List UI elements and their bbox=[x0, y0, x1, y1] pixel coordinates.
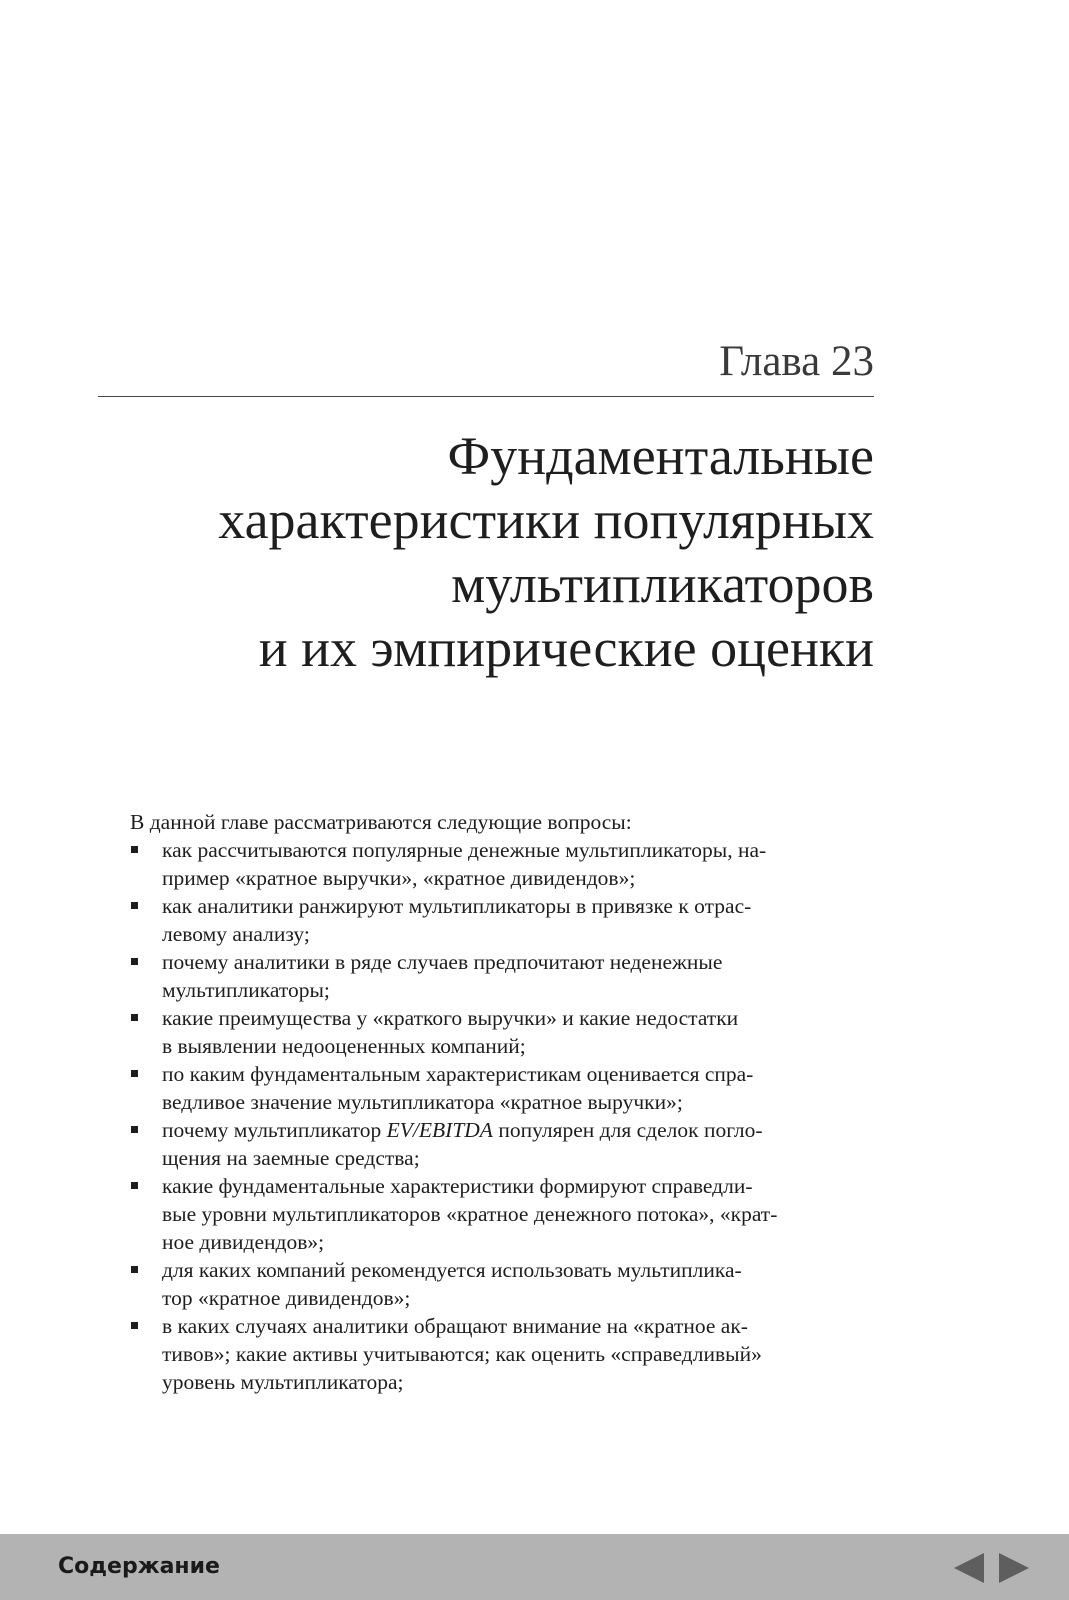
footer-nav-bar bbox=[0, 1534, 1069, 1600]
list-item bbox=[130, 948, 875, 1004]
topics-list bbox=[130, 836, 875, 1396]
list-item-line: левому анализу; bbox=[162, 922, 310, 946]
list-item-line: почему аналитики в ряде случаев предпочитают неденежные bbox=[162, 950, 723, 974]
list-item-line: для каких компаний рекомендуется использовать мультиплика- bbox=[162, 1258, 742, 1282]
list-item-line: ное дивидендов»; bbox=[162, 1230, 325, 1254]
list-item bbox=[130, 1172, 875, 1256]
list-item-line: вые уровни мультипликаторов «кратное денежного потока», «крат- bbox=[162, 1202, 778, 1226]
list-item-text: почему мультипликатор bbox=[162, 1118, 387, 1142]
list-item bbox=[130, 892, 875, 948]
chapter-label: Глава 23 bbox=[719, 338, 874, 385]
square-bullet-icon bbox=[131, 902, 138, 909]
list-item-line: какие преимущества у «краткого выручки» и какие недостатки bbox=[162, 1006, 739, 1030]
chapter-title bbox=[98, 424, 874, 680]
list-item-line: в выявлении недооцененных компаний; bbox=[162, 1034, 526, 1058]
chapter-intro bbox=[130, 808, 875, 1396]
list-item-line: как рассчитываются популярные денежные мультипликаторы, на- bbox=[162, 838, 767, 862]
contents-link[interactable]: Содержание bbox=[58, 1554, 220, 1579]
intro-lead: В данной главе рассматриваются следующие вопросы: bbox=[130, 810, 632, 834]
list-item-line: по каким фундаментальным характеристикам оценивается спра- bbox=[162, 1062, 754, 1086]
list-item-line: ведливое значение мультипликатора «кратное выручки»; bbox=[162, 1090, 683, 1114]
square-bullet-icon bbox=[131, 846, 138, 853]
list-item-text: популярен для сделок погло- bbox=[492, 1118, 763, 1142]
list-item bbox=[130, 1004, 875, 1060]
list-item-line: уровень мультипликатора; bbox=[162, 1370, 404, 1394]
list-item-line: тивов»; какие активы учитываются; как оценить «справедливый» bbox=[162, 1342, 762, 1366]
list-item-line: щения на заемные средства; bbox=[162, 1146, 420, 1170]
square-bullet-icon bbox=[131, 958, 138, 965]
chapter-title-line: мультипликаторов bbox=[451, 554, 874, 614]
square-bullet-icon bbox=[131, 1014, 138, 1021]
list-item-line bbox=[162, 1116, 875, 1144]
list-item-line: тор «кратное дивидендов»; bbox=[162, 1286, 411, 1310]
list-item-line: какие фундаментальные характеристики формируют справедли- bbox=[162, 1174, 753, 1198]
multiplier-name: EV/EBITDA bbox=[386, 1118, 493, 1142]
list-item bbox=[130, 836, 875, 892]
list-item-line: в каких случаях аналитики обращают внимание на «кратное ак- bbox=[162, 1314, 748, 1338]
square-bullet-icon bbox=[131, 1266, 138, 1273]
chapter-title-line: и их эмпирические оценки bbox=[258, 618, 874, 678]
list-item-line: как аналитики ранжируют мультипликаторы в привязке к отрас- bbox=[162, 894, 752, 918]
list-item-line: мультипликаторы; bbox=[162, 978, 330, 1002]
list-item bbox=[130, 1312, 875, 1396]
triangle-left-icon[interactable] bbox=[954, 1553, 984, 1583]
square-bullet-icon bbox=[131, 1182, 138, 1189]
list-item-line: пример «кратное выручки», «кратное дивидендов»; bbox=[162, 866, 636, 890]
chapter-divider bbox=[98, 396, 874, 397]
chapter-title-line: Фундаментальные bbox=[447, 426, 874, 486]
square-bullet-icon bbox=[131, 1322, 138, 1329]
square-bullet-icon bbox=[131, 1126, 138, 1133]
list-item bbox=[130, 1116, 875, 1172]
triangle-right-icon[interactable] bbox=[999, 1553, 1029, 1583]
square-bullet-icon bbox=[131, 1070, 138, 1077]
chapter-title-line: характеристики популярных bbox=[218, 490, 874, 550]
list-item bbox=[130, 1060, 875, 1116]
list-item bbox=[130, 1256, 875, 1312]
